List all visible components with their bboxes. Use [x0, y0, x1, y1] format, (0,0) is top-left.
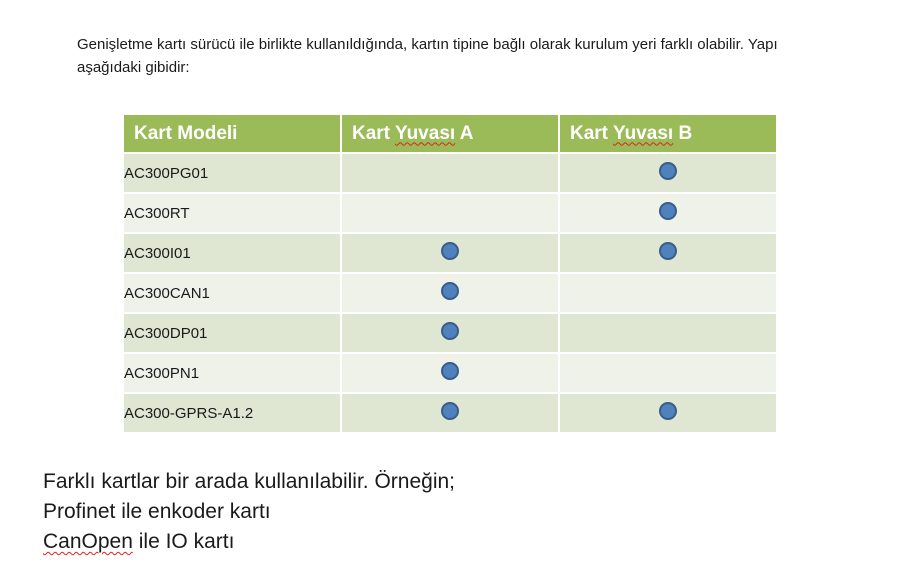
header-slot-a	[341, 114, 559, 153]
card-model-cell: AC300RT	[123, 193, 341, 233]
card-model-cell: AC300CAN1	[123, 273, 341, 313]
note-line-3-rest: ile IO kartı	[132, 530, 235, 553]
slot-b-cell	[559, 153, 777, 193]
slot-b-cell	[559, 273, 777, 313]
filled-circle-icon	[659, 242, 677, 260]
table-row	[123, 233, 777, 273]
header-card-model: Kart Modeli	[123, 114, 341, 153]
notes-block	[43, 467, 455, 557]
table-row	[123, 353, 777, 393]
table-row	[123, 193, 777, 233]
header-slot-b-word: Yuvası	[612, 122, 674, 144]
card-model-cell: AC300PG01	[123, 153, 341, 193]
intro-paragraph: Genişletme kartı sürücü ile birlikte kullanıldığında, kartın tipine bağlı olarak kurulum yeri farklı olabilir. Yapı aşağıdaki gibidir:	[77, 36, 778, 76]
note-line-3-word: CanOpen	[43, 530, 133, 553]
card-slot-table	[122, 113, 778, 434]
note-line-3	[43, 527, 455, 557]
filled-circle-icon	[441, 402, 459, 420]
slot-a-cell	[341, 153, 559, 193]
filled-circle-icon	[659, 162, 677, 180]
slot-a-cell	[341, 193, 559, 233]
filled-circle-icon	[441, 242, 459, 260]
slot-b-cell	[559, 393, 777, 433]
card-model-cell: AC300-GPRS-A1.2	[123, 393, 341, 433]
header-slot-a-prefix: Kart	[352, 122, 395, 144]
header-slot-a-word: Yuvası	[394, 122, 456, 144]
slot-a-cell	[341, 313, 559, 353]
card-model-cell: AC300DP01	[123, 313, 341, 353]
filled-circle-icon	[441, 362, 459, 380]
table-row	[123, 313, 777, 353]
table-row	[123, 273, 777, 313]
slot-b-cell	[559, 193, 777, 233]
table-row	[123, 153, 777, 193]
slot-a-cell	[341, 233, 559, 273]
table-body	[123, 153, 777, 433]
slot-b-cell	[559, 353, 777, 393]
filled-circle-icon	[441, 282, 459, 300]
header-slot-b	[559, 114, 777, 153]
slot-a-cell	[341, 273, 559, 313]
slot-b-cell	[559, 233, 777, 273]
card-model-cell: AC300I01	[123, 233, 341, 273]
filled-circle-icon	[659, 202, 677, 220]
note-line-1: Farklı kartlar bir arada kullanılabilir. Örneğin;	[43, 470, 456, 493]
header-slot-b-suffix: B	[673, 122, 693, 144]
slot-a-cell	[341, 393, 559, 433]
slot-b-cell	[559, 313, 777, 353]
slot-a-cell	[341, 353, 559, 393]
table-row	[123, 393, 777, 433]
table-header-row	[123, 114, 777, 153]
filled-circle-icon	[659, 402, 677, 420]
header-slot-b-prefix: Kart	[570, 122, 613, 144]
filled-circle-icon	[441, 322, 459, 340]
header-slot-a-suffix: A	[455, 122, 474, 144]
note-line-2: Profinet ile enkoder kartı	[43, 500, 271, 523]
card-model-cell: AC300PN1	[123, 353, 341, 393]
